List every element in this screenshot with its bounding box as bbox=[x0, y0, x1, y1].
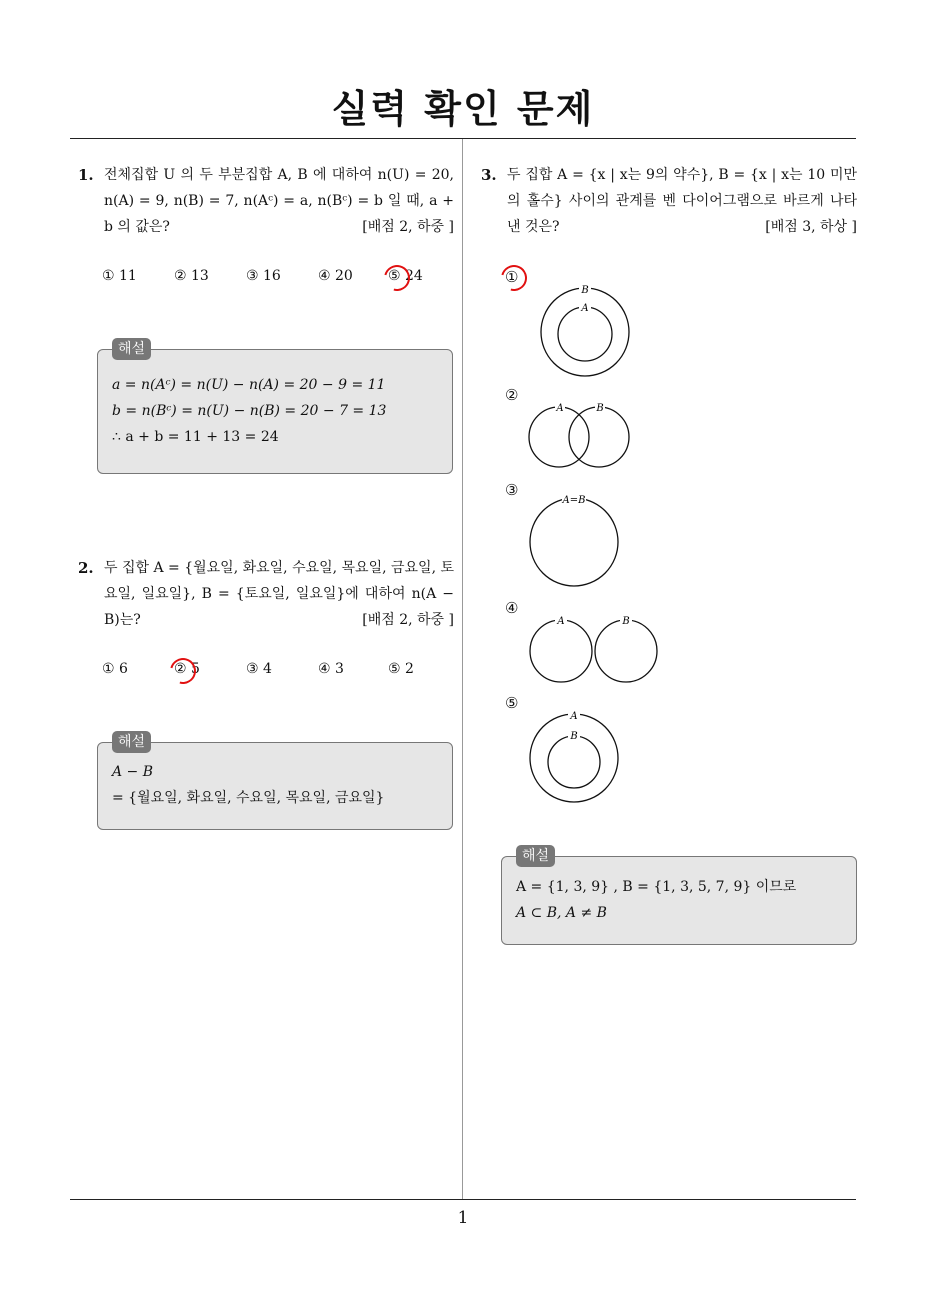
option-1-label[interactable]: ① bbox=[505, 268, 519, 286]
question-score: [배점 3, 하상 ] bbox=[765, 219, 857, 235]
selected-answer-mark bbox=[379, 260, 415, 296]
answer-choices bbox=[102, 661, 442, 685]
question-text: 전체집합 U 의 두 부분집합 A, B 에 대하여 n(U) = 20, n(A) = 9, n(B) = 7, n(Aᶜ) = a, n(Bᶜ) = b 일 때, a + b 의 값은? bbox=[104, 167, 454, 235]
answer-choices bbox=[102, 268, 442, 292]
choice-1[interactable]: ① 11 bbox=[102, 268, 137, 284]
venn-option-2 bbox=[525, 400, 635, 470]
venn-option-1 bbox=[535, 280, 635, 378]
option-3-label[interactable]: ③ bbox=[505, 481, 519, 499]
set-label: B bbox=[570, 731, 578, 742]
question-score: [배점 2, 하중 ] bbox=[362, 612, 454, 628]
solution-box bbox=[501, 848, 857, 945]
question-3 bbox=[481, 162, 857, 240]
question-score: [배점 2, 하중 ] bbox=[362, 219, 454, 235]
set-label: A bbox=[556, 403, 564, 414]
set-label: A bbox=[557, 616, 565, 627]
solution-line: a = n(Aᶜ) = n(U) − n(A) = 20 − 9 = 11 bbox=[112, 377, 386, 393]
choice-1[interactable]: ① 6 bbox=[102, 661, 128, 677]
solution-line: ∴ a + b = 11 + 13 = 24 bbox=[112, 429, 279, 445]
question-text: 두 집합 A = {월요일, 화요일, 수요일, 목요일, 금요일, 토요일, 일요일}, B = {토요일, 일요일}에 대하여 n(A − B)는? bbox=[104, 560, 455, 628]
solution-box bbox=[97, 341, 453, 474]
solution-box bbox=[97, 734, 453, 830]
choice-2[interactable]: ② 5 bbox=[174, 661, 200, 677]
set-label: B bbox=[581, 285, 589, 296]
set-label: A=B bbox=[562, 495, 586, 506]
venn-option-4 bbox=[525, 612, 665, 684]
solution-tag: 해설 bbox=[112, 338, 151, 360]
solution-line: A − B bbox=[112, 764, 154, 780]
choice-4[interactable]: ④ 3 bbox=[318, 661, 344, 677]
solution-line: b = n(Bᶜ) = n(U) − n(B) = 20 − 7 = 13 bbox=[112, 403, 387, 419]
question-2 bbox=[78, 555, 454, 633]
solution-line: A = {1, 3, 9} , B = {1, 3, 5, 7, 9} 이므로 bbox=[516, 879, 797, 895]
set-label: A bbox=[581, 303, 589, 314]
choice-4[interactable]: ④ 20 bbox=[318, 268, 353, 284]
question-text: 두 집합 A = {x | x는 9의 약수}, B = {x | x는 10 미만의 홀수} 사이의 관계를 벤 다이어그램으로 바르게 나타낸 것은? bbox=[507, 167, 857, 235]
set-label: B bbox=[622, 616, 630, 627]
bottom-rule bbox=[70, 1199, 856, 1200]
question-number: 3. bbox=[481, 166, 497, 184]
question-number: 2. bbox=[78, 559, 94, 577]
question-1 bbox=[78, 162, 454, 240]
page-number: 1 bbox=[457, 1208, 469, 1228]
set-label: B bbox=[596, 403, 604, 414]
venn-option-5 bbox=[525, 708, 625, 804]
solution-tag: 해설 bbox=[112, 731, 151, 753]
option-5-label[interactable]: ⑤ bbox=[505, 694, 519, 712]
top-rule bbox=[70, 138, 856, 139]
selected-answer-mark bbox=[165, 653, 201, 689]
choice-3[interactable]: ③ 16 bbox=[246, 268, 281, 284]
solution-tag: 해설 bbox=[516, 845, 555, 867]
question-number: 1. bbox=[78, 166, 94, 184]
choice-5[interactable]: ⑤ 2 bbox=[388, 661, 414, 677]
choice-2[interactable]: ② 13 bbox=[174, 268, 209, 284]
option-4-label[interactable]: ④ bbox=[505, 599, 519, 617]
choice-5[interactable]: ⑤ 24 bbox=[388, 268, 423, 284]
column-divider bbox=[462, 139, 463, 1200]
selected-answer-mark bbox=[496, 260, 532, 296]
venn-option-3 bbox=[525, 492, 625, 588]
page-title: 실력 확인 문제 bbox=[331, 87, 595, 131]
solution-line: A ⊂ B, A ≠ B bbox=[516, 905, 607, 921]
solution-line: = {월요일, 화요일, 수요일, 목요일, 금요일} bbox=[112, 790, 385, 806]
choice-3[interactable]: ③ 4 bbox=[246, 661, 272, 677]
set-label: A bbox=[570, 711, 578, 722]
option-2-label[interactable]: ② bbox=[505, 386, 519, 404]
